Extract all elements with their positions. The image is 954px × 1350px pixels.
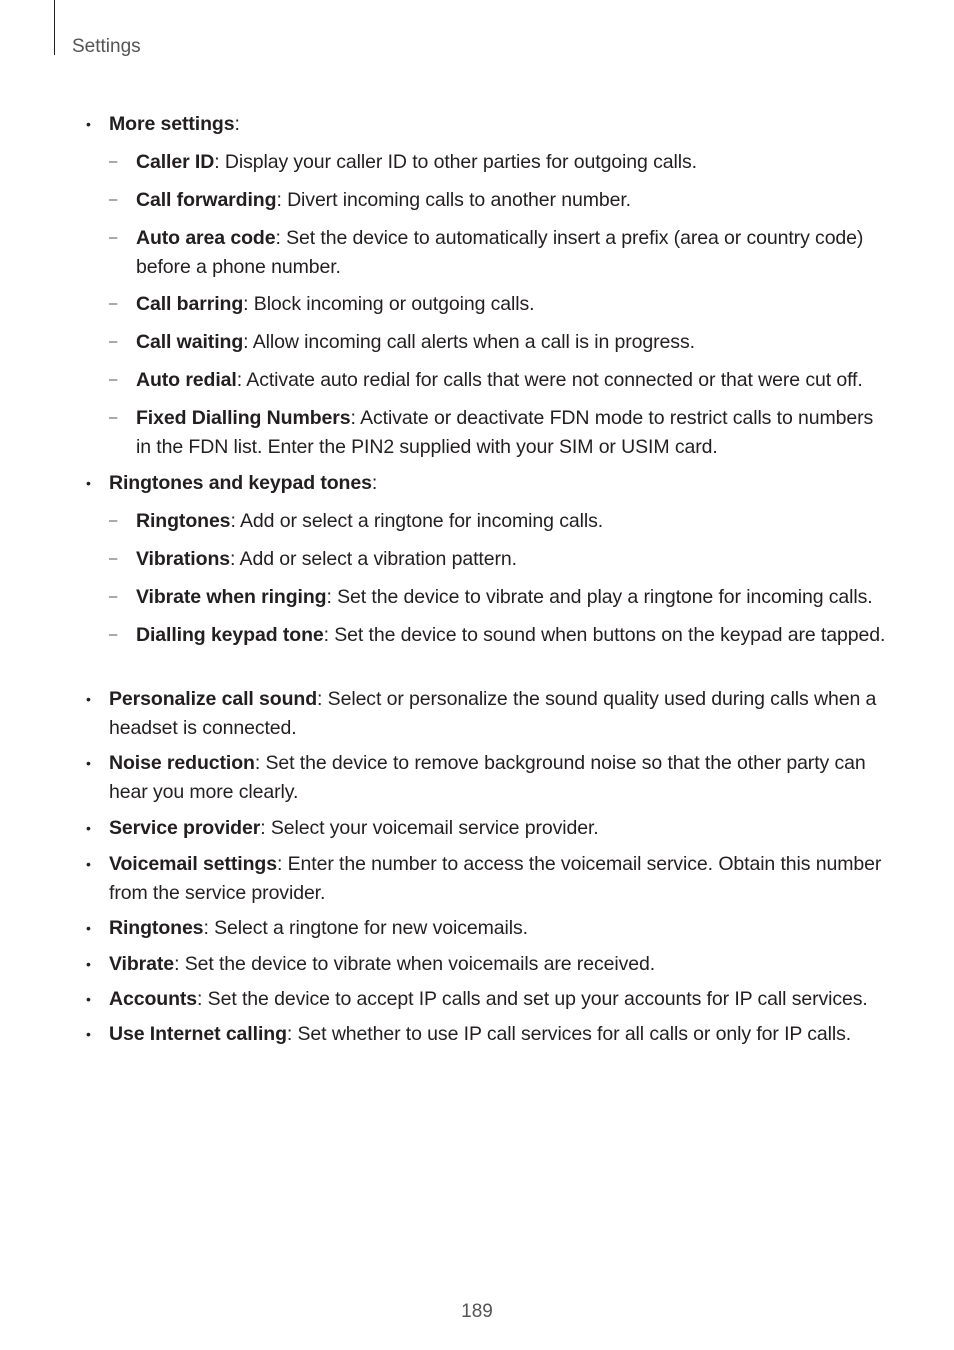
page-header-title: Settings — [72, 36, 141, 57]
item-description: : Set whether to use IP call services for all calls or only for IP calls. — [286, 1023, 852, 1045]
item-description: : — [371, 472, 378, 494]
bullet-marker: • — [86, 920, 91, 936]
item-term: Caller ID — [136, 151, 215, 173]
item-term: Auto redial — [136, 369, 237, 391]
bullet-marker: • — [86, 116, 91, 132]
item-description: : Set the device to sound when buttons on the keypad are tapped. — [323, 624, 886, 646]
bullet-marker: • — [86, 820, 91, 836]
dash-marker: – — [109, 409, 118, 426]
item-description: : — [234, 113, 240, 135]
dash-marker: – — [109, 626, 118, 643]
item-term: Vibrate when ringing — [136, 586, 327, 608]
page-number: 189 — [461, 1301, 493, 1322]
item-description: : Select or personalize the sound quality used during calls when a headset is connected. — [109, 688, 877, 739]
item-term: Ringtones — [109, 917, 204, 939]
item-term: Ringtones — [136, 510, 231, 532]
item-term: Voicemail settings — [109, 853, 277, 875]
header-rule — [54, 0, 55, 55]
bullet-marker: • — [86, 956, 91, 972]
item-term: Call waiting — [136, 331, 244, 353]
item-term: Call forwarding — [136, 189, 277, 211]
item-term: Vibrations — [136, 548, 230, 570]
dash-marker: – — [109, 333, 118, 350]
item-description: : Set the device to vibrate and play a ringtone for incoming calls. — [326, 586, 873, 608]
item-term: Personalize call sound — [109, 688, 318, 710]
item-description: : Enter the number to access the voicemail service. Obtain this number from the service provider. — [109, 853, 882, 904]
item-description: : Select your voicemail service provider. — [260, 817, 599, 839]
item-term: Noise reduction — [109, 752, 255, 774]
bullet-marker: • — [86, 475, 91, 491]
item-term: Call barring — [136, 293, 244, 315]
item-description: : Activate auto redial for calls that were not connected or that were cut off. — [236, 369, 863, 391]
item-term: More settings — [109, 113, 235, 135]
bullet-marker: • — [86, 991, 91, 1007]
item-term: Fixed Dialling Numbers — [136, 407, 351, 429]
item-term: Service provider — [109, 817, 261, 839]
item-term: Accounts — [109, 988, 198, 1010]
item-term: Auto area code — [136, 227, 276, 249]
dash-marker: – — [109, 229, 118, 246]
item-description: : Set the device to remove background noise so that the other party can hear you more clearly. — [109, 752, 866, 803]
dash-marker: – — [109, 153, 118, 170]
item-description: : Add or select a vibration pattern. — [230, 548, 517, 570]
bullet-marker: • — [86, 691, 91, 707]
bullet-marker: • — [86, 755, 91, 771]
bullet-marker: • — [86, 1026, 91, 1042]
item-description: : Allow incoming call alerts when a call is in progress. — [243, 331, 695, 353]
item-description: : Set the device to automatically insert a prefix (area or country code) before a phone number. — [136, 227, 864, 278]
item-description: : Set the device to vibrate when voicemails are received. — [174, 953, 656, 975]
item-term: Use Internet calling — [109, 1023, 287, 1045]
dash-marker: – — [109, 371, 118, 388]
item-description: : Divert incoming calls to another number. — [276, 189, 631, 211]
item-term: Ringtones and keypad tones — [109, 472, 372, 494]
dash-marker: – — [109, 512, 118, 529]
item-description: : Display your caller ID to other parties for outgoing calls. — [214, 151, 697, 173]
dash-marker: – — [109, 191, 118, 208]
item-description: : Block incoming or outgoing calls. — [243, 293, 535, 315]
item-term: Dialling keypad tone — [136, 624, 324, 646]
dash-marker: – — [109, 295, 118, 312]
item-description: : Set the device to accept IP calls and set up your accounts for IP call services. — [197, 988, 868, 1010]
item-description: : Activate or deactivate FDN mode to restrict calls to numbers in the FDN list. Enter the PIN2 supplied with your SIM or USIM card. — [136, 407, 874, 458]
dash-marker: – — [109, 588, 118, 605]
bullet-marker: • — [86, 856, 91, 872]
item-description: : Add or select a ringtone for incoming calls. — [230, 510, 604, 532]
item-term: Vibrate — [109, 953, 175, 975]
item-description: : Select a ringtone for new voicemails. — [203, 917, 528, 939]
dash-marker: – — [109, 550, 118, 567]
